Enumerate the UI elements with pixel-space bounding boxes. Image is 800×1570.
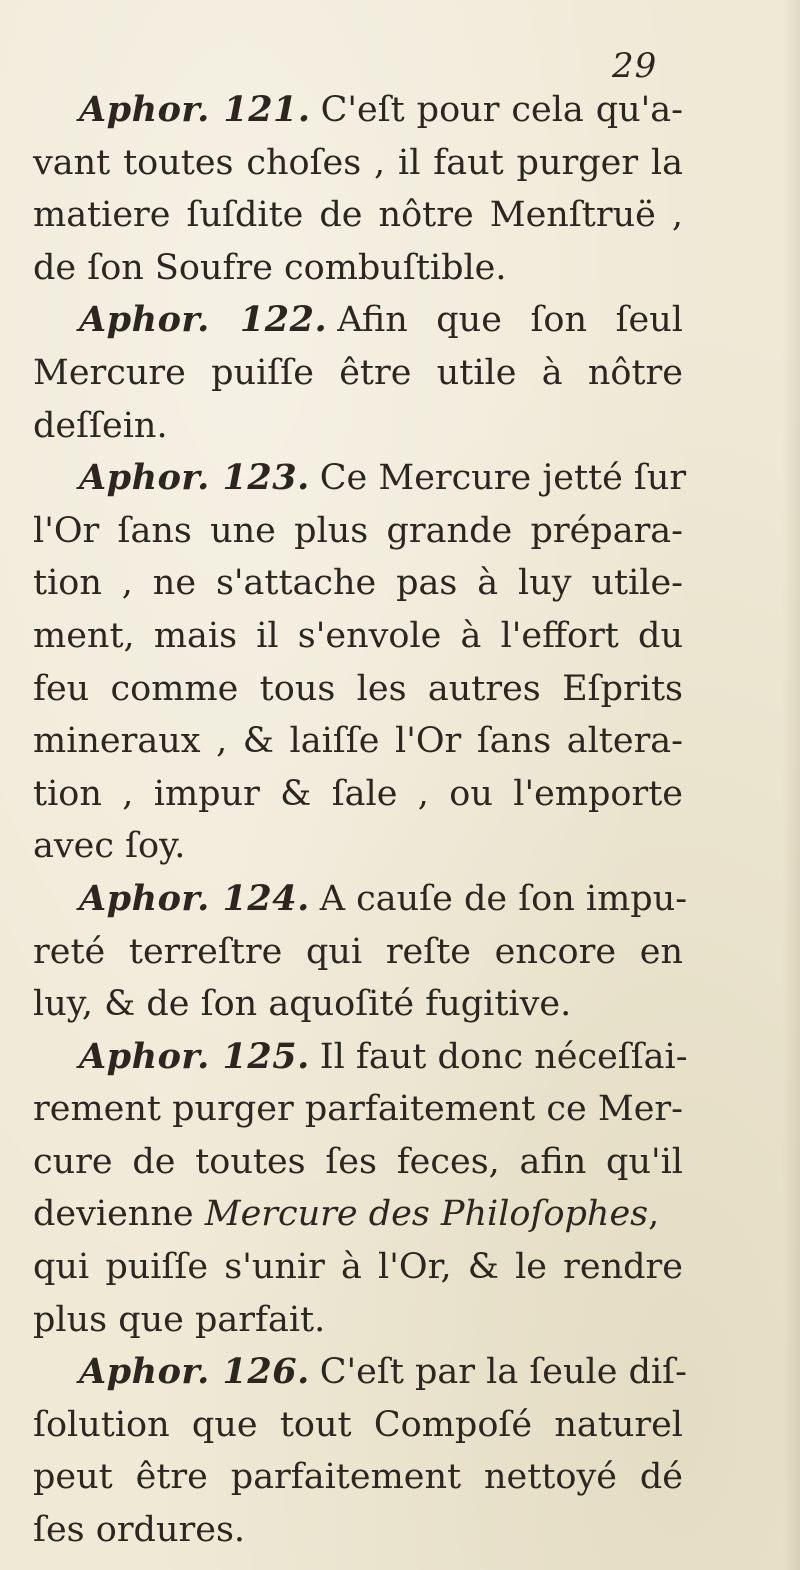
text-line: plus que parfait. (33, 1299, 326, 1340)
page-edge-shading (782, 0, 800, 1570)
text-line: mineraux , & laiſſe l'Or ſans altera- (33, 721, 683, 762)
italic-title: Mercure des Philoſophes (204, 1194, 649, 1235)
text-line: ſes ordures. (33, 1510, 246, 1551)
line-text: C'eſt pour cela qu'a- (320, 90, 683, 130)
text-line: de ſon Soufre combuſtible. (33, 247, 507, 288)
text-line: ſolution que tout Compoſé naturel (33, 1404, 683, 1445)
line-text: , (648, 1194, 660, 1235)
text-line: ment, mais il s'envole à l'effort du (33, 615, 683, 656)
text-line: deſſein. (33, 405, 168, 446)
line-text: Ce Mercure jetté ſur (319, 458, 687, 499)
text-line: Mercure puiſſe être utile à nôtre (33, 352, 683, 393)
text-line: vant toutes choſes , il faut purger la (33, 142, 683, 183)
text-line: peut être parfaitement nettoyé dé (33, 1457, 683, 1498)
line-text: devienne (33, 1194, 194, 1235)
page-text (33, 84, 688, 1557)
text-line (33, 1031, 688, 1084)
text-line: reté terreſtre qui reſte encore en (33, 931, 683, 972)
aphorism-label: Aphor. 126. (79, 1351, 310, 1393)
text-line: feu comme tous les autres Eſprits (33, 668, 683, 709)
text-line: cure de toutes ſes feces, afin qu'il (33, 1141, 683, 1182)
text-line (33, 873, 688, 926)
text-line (33, 84, 683, 137)
text-line: tion , ne s'attache pas à luy utile- (33, 563, 683, 604)
text-line: rement purger parfaitement ce Mer- (33, 1089, 683, 1130)
text-line: matiere ſuſdite de nôtre Menſtruë , (33, 195, 683, 236)
line-text: Afin que ſon ſeul (337, 300, 683, 341)
text-line: qui puiſſe s'unir à l'Or, & le rendre (33, 1247, 683, 1288)
line-text: A cauſe de ſon impu- (319, 878, 688, 919)
text-line: tion , impur & ſale , ou l'emporte (33, 773, 683, 814)
text-line (33, 452, 687, 505)
aphorism-label: Aphor. 123. (79, 457, 310, 499)
aphorism-label: Aphor. 125. (79, 1035, 310, 1077)
text-line: l'Or ſans une plus grande prépara- (33, 510, 683, 551)
text-line: luy, & de ſon aquoſité fugitive. (33, 984, 572, 1025)
text-line (33, 1188, 683, 1241)
aphorism-label: Aphor. 124. (79, 877, 310, 919)
aphorism-label: Aphor. 122. (79, 299, 328, 341)
text-line (33, 1346, 687, 1399)
text-line: avec ſoy. (33, 826, 186, 867)
line-text: C'eſt par la ſeule diſ- (319, 1352, 687, 1393)
page-number: 29 (612, 46, 658, 86)
aphorism-label: Aphor. 121. (79, 89, 311, 130)
text-line (33, 294, 683, 347)
line-text: Il faut donc néceſſai- (319, 1036, 688, 1077)
